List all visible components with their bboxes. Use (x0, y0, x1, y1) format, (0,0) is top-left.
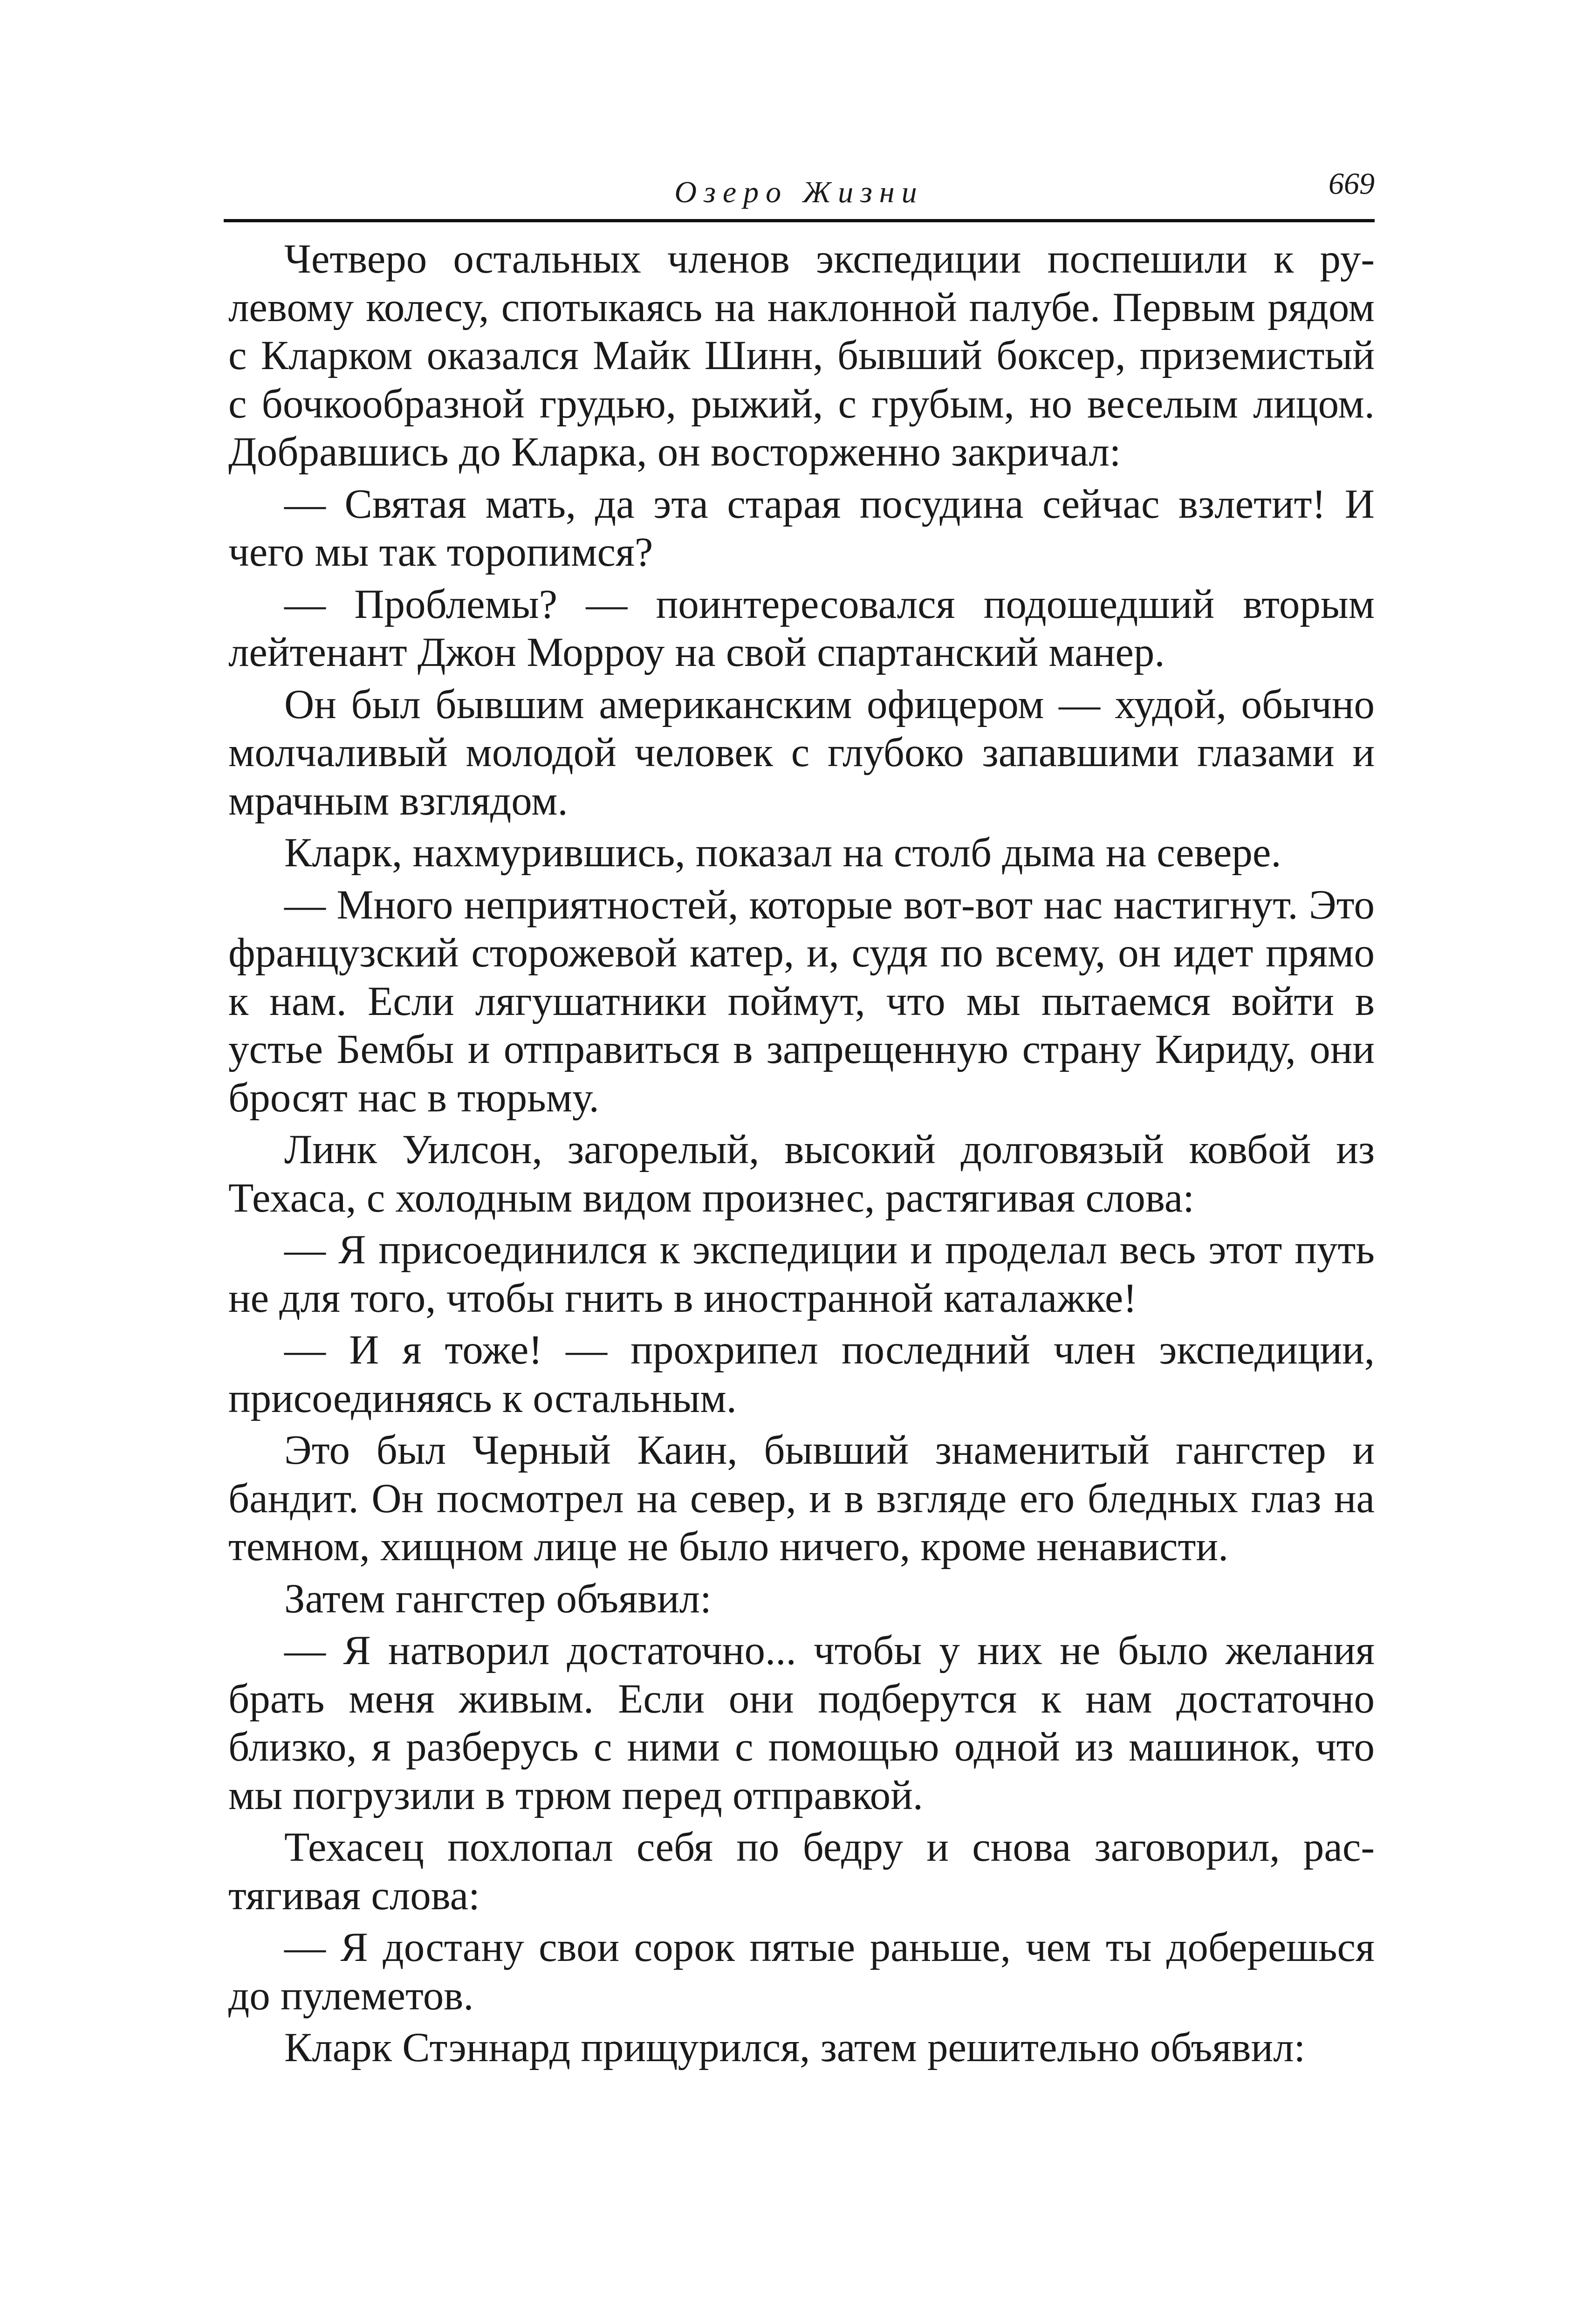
paragraph: Кларк, нахмурившись, показал на столб дыма на севере. (284, 830, 1281, 876)
header-rule (224, 219, 1375, 222)
body-text (228, 235, 1375, 2076)
paragraph: — И я тоже! — прохрипел последний член экспедиции, присоединяясь к остальным. (228, 1327, 1375, 1421)
paragraph: Это был Черный Каин, бывший знаменитый гангстер и бандит. Он посмотрел на север, и в взгляде его бледных глаз на темном, хищном лице не было ничего, кроме ненависти. (228, 1427, 1375, 1570)
paragraph: Кларк Стэннард прищурился, затем решительно объявил: (284, 2025, 1306, 2070)
paragraph: — Проблемы? — поинтересовался подошедший вторым лейтенант Джон Морроу на свой спартанский манер. (228, 581, 1375, 675)
running-title: Озеро Жизни (674, 175, 924, 209)
paragraph: Линк Уилсон, загорелый, высокий долговязый ковбой из Техаса, с холодным видом произнес, растягивая слова: (228, 1127, 1375, 1221)
paragraph: — Святая мать, да эта старая посудина сейчас взлетит! И чего мы так торопимся? (228, 481, 1375, 575)
paragraph: — Я натворил достаточно... чтобы у них не было желания брать меня живым. Если они подберутся к нам достаточно близко, я разберусь с ними с помощью одной из машинок, что мы погрузили в трюм перед отправкой. (228, 1628, 1375, 1818)
paragraph: Он был бывшим американским офицером — худой, обычно молчаливый молодой человек с глубоко запавшими глазами и мрачным взглядом. (228, 681, 1375, 824)
paragraph: — Много неприятностей, которые вот-вот нас настигнут. Это французский сторожевой катер, и, судя по всему, он идет прямо к нам. Если лягушатники поймут, что мы пытаемся войти в устье Бембы и отправиться в запрещенную страну Кириду, они бросят нас в тюрьму. (228, 882, 1375, 1121)
page-number: 669 (1329, 167, 1375, 201)
running-head (224, 165, 1375, 221)
paragraph: — Я присоединился к экспедиции и проделал весь этот путь не для того, чтобы гнить в иностранной каталажке! (228, 1227, 1375, 1321)
paragraph: Четверо остальных членов экспедиции поспешили к рулевому колесу, спотыкаясь на наклонной палубе. Первым рядом с Кларком оказался Майк Шинн, бывший боксер, приземистый с бочкообразной грудью, рыжий, с грубым, но веселым лицом. Добравшись до Кларка, он восторженно закричал: (228, 236, 1375, 475)
paragraph: Техасец похлопал себя по бедру и снова заговорил, растягивая слова: (228, 1824, 1375, 1919)
paragraph: Затем гангстер объявил: (284, 1576, 712, 1622)
paragraph: — Я достану свои сорок пятые раньше, чем ты доберешься до пулеметов. (228, 1925, 1375, 2019)
